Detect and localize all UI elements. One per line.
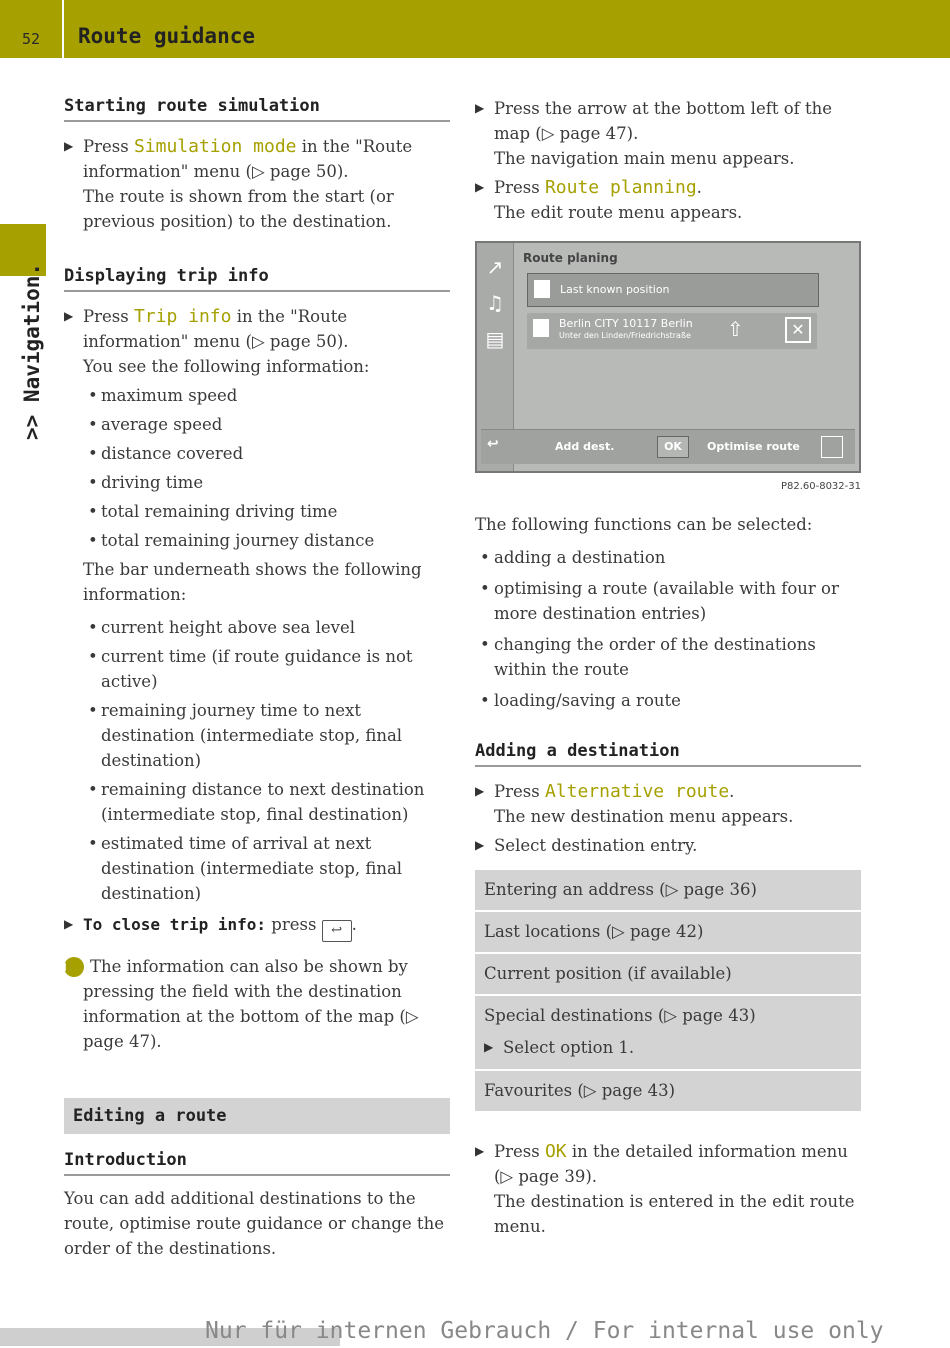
- step-text: in the "Route information" menu (▷ page 50).: [83, 137, 413, 181]
- list-item: • adding a destination: [480, 548, 666, 567]
- step-text: Press: [494, 782, 545, 801]
- optimise-route-label: Optimise route: [707, 440, 800, 453]
- step-arrow-icon: ▶: [475, 180, 485, 194]
- step-text: Press: [83, 137, 134, 156]
- softkey-ok: OK: [544, 1141, 567, 1162]
- list-item: • remaining journey time to next destination (intermediate stop, final destination): [88, 701, 403, 770]
- add-dest-label: Add dest.: [555, 440, 615, 453]
- step-result: The route is shown from the start (or previous position) to the destination.: [83, 187, 394, 231]
- route-icon: ↗: [486, 255, 504, 279]
- list-item: • total remaining journey distance: [88, 531, 375, 550]
- step-text: Press: [494, 178, 545, 197]
- close-label: To close trip info:: [83, 915, 267, 934]
- step-arrow-icon: ▶: [64, 309, 74, 323]
- step-result: You see the following information:: [83, 357, 370, 376]
- left-column: [64, 96, 450, 1261]
- table-row-special: [475, 996, 861, 1069]
- page-header: [0, 0, 950, 58]
- destination-flag-icon: [533, 319, 549, 337]
- step-result: The destination is entered in the edit route menu.: [494, 1192, 855, 1236]
- step-arrow-icon: ▶: [475, 1144, 485, 1158]
- table-row: Last locations (▷ page 42): [475, 912, 861, 952]
- back-key-icon: ↩: [322, 920, 352, 942]
- table-row: Entering an address (▷ page 36): [475, 870, 861, 910]
- list-item: • maximum speed: [88, 386, 238, 405]
- option-substep: [484, 1035, 852, 1060]
- list-item: • current height above sea level: [88, 618, 356, 637]
- screen-title: Route planing: [523, 251, 618, 265]
- heading-route-simulation: Starting route simulation: [64, 96, 450, 122]
- step-result: The edit route menu appears.: [494, 203, 743, 222]
- move-up-icon: ⇧: [727, 317, 744, 341]
- info-note: [64, 954, 450, 1054]
- list-item: • total remaining driving time: [88, 502, 338, 521]
- step-arrow-icon: ▶: [475, 784, 485, 798]
- row-text: Last known position: [560, 283, 670, 296]
- table-row: Favourites (▷ page 43): [475, 1071, 861, 1111]
- screen-bottom-bar: [481, 429, 855, 464]
- right-column: [475, 96, 861, 1239]
- step-arrow-icon: ▶: [475, 838, 485, 852]
- list-item: • distance covered: [88, 444, 244, 463]
- step-arrow-icon: ▶: [484, 1040, 494, 1054]
- step-text: Press: [494, 1142, 545, 1161]
- ok-button-shown: OK: [657, 436, 689, 458]
- list-item: • current time (if route guidance is not active): [88, 647, 413, 691]
- step-simulation: [64, 134, 450, 234]
- step-trip-info: [64, 304, 450, 906]
- heading-introduction: Introduction: [64, 1150, 450, 1176]
- softkey-simulation-mode: Simulation mode: [133, 136, 297, 157]
- step-text: in the "Route information" menu (▷ page 50).: [83, 307, 349, 351]
- header-divider: [62, 0, 64, 58]
- step-text: Press the arrow at the bottom left of the map (▷ page 47).: [494, 99, 833, 143]
- step-alternative-route: [475, 779, 861, 829]
- step-arrow-icon: ▶: [64, 139, 74, 153]
- step-close-trip-info: [64, 912, 450, 942]
- step-text: .: [696, 178, 702, 197]
- section-label: >> Navigation.: [20, 262, 44, 440]
- step-text: Select destination entry.: [494, 836, 698, 855]
- list-item: • driving time: [88, 473, 204, 492]
- step-text: .: [351, 915, 357, 934]
- screen-row-last-position: [527, 273, 819, 307]
- watermark: Nur für internen Gebrauch / For internal use only: [205, 1318, 884, 1344]
- table-row: Current position (if available): [475, 954, 861, 994]
- flag-icon: [534, 280, 550, 298]
- step-arrow-icon: ▶: [475, 101, 485, 115]
- back-icon: ↩: [487, 436, 499, 452]
- save-icon: [821, 436, 843, 458]
- list-item: • remaining distance to next destination (intermediate stop, final destination): [88, 780, 425, 824]
- delete-icon: ✕: [785, 317, 811, 343]
- softkey-alternative-route: Alternative route: [544, 781, 730, 802]
- figure-id: P82.60-8032-31: [780, 481, 861, 492]
- info-icon: i: [64, 957, 84, 977]
- list-item: • loading/saving a route: [480, 691, 681, 710]
- page-title: Route guidance: [78, 24, 256, 48]
- list-item: • changing the order of the destinations within the route: [480, 635, 816, 679]
- step-result: The navigation main menu appears.: [494, 149, 795, 168]
- section-band-editing: Editing a route: [64, 1098, 450, 1134]
- step-text: .: [729, 782, 735, 801]
- step-press-ok: [475, 1139, 861, 1239]
- step-text: in the detailed information menu (▷ page 39).: [494, 1142, 848, 1186]
- heading-trip-info: Displaying trip info: [64, 266, 450, 292]
- row-subtext: Unter den Linden/Friedrichstraße: [559, 331, 691, 340]
- softkey-trip-info: Trip info: [133, 306, 232, 327]
- page-number: 52: [22, 30, 41, 48]
- functions-intro: The following functions can be selected:: [475, 515, 813, 534]
- destination-options-table: [475, 870, 861, 1111]
- step-route-planning: [475, 175, 861, 225]
- step-result: The new destination menu appears.: [494, 807, 794, 826]
- music-icon: ♫: [486, 291, 504, 315]
- step-text: Select option 1.: [503, 1038, 635, 1057]
- route-planning-screenshot: [475, 241, 861, 473]
- info-text: The information can also be shown by pressing the field with the destination information at the bottom of the map (▷ page 47).: [83, 957, 419, 1051]
- option-text: Special destinations (▷ page 43): [484, 1006, 756, 1025]
- row-text: Berlin CITY 10117 Berlin: [559, 317, 693, 330]
- step-arrow-icon: ▶: [64, 917, 74, 931]
- list-item: • average speed: [88, 415, 223, 434]
- step-text: press: [266, 915, 322, 934]
- screen-row-destination: [527, 313, 817, 349]
- step-text: Press: [83, 307, 134, 326]
- list-item: • estimated time of arrival at next destination (intermediate stop, final destination): [88, 834, 403, 903]
- list-item: • optimising a route (available with four or more destination entries): [480, 579, 839, 623]
- heading-adding-destination: Adding a destination: [475, 741, 861, 767]
- radio-icon: ▤: [485, 327, 505, 351]
- step-select-destination: [475, 833, 861, 858]
- softkey-route-planning: Route planning: [544, 177, 697, 198]
- step-map-arrow: [475, 96, 861, 171]
- intro-text: You can add additional destinations to the route, optimise route guidance or change the order of the destinations.: [64, 1189, 444, 1258]
- bar-intro: The bar underneath shows the following information:: [83, 560, 422, 604]
